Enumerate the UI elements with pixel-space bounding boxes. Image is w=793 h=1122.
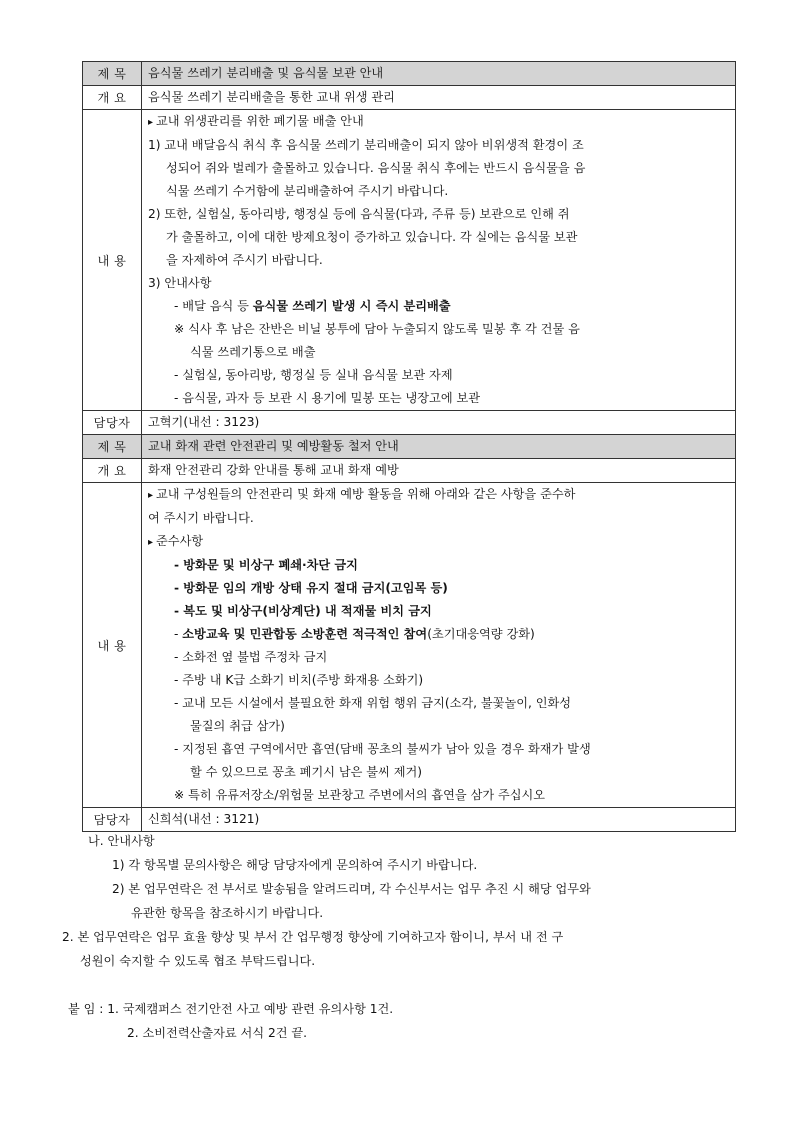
s1-line: 식물 쓰레기 수거함에 분리배출하여 주시기 바랍니다. [166, 184, 449, 198]
notice-table [82, 61, 736, 832]
s2-title-label: 제 목 [83, 435, 142, 459]
s1-line: 2) 또한, 실험실, 동아리방, 행정실 등에 음식물(다과, 주류 등) 보관으로 인해 쥐 [148, 207, 570, 221]
s2-title-row [83, 435, 736, 459]
s2-line: ※ 특히 유류저장소/위험물 보관창고 주변에서의 흡연을 삼가 주십시오 [174, 788, 546, 802]
s1-summary-row [83, 86, 736, 110]
s1-line: 을 자제하여 주시기 바랍니다. [166, 253, 323, 267]
s1-line: 가 출몰하고, 이에 대한 방제요청이 증가하고 있습니다. 각 실에는 음식물 보관 [166, 230, 578, 244]
s1-line: - 음식물, 과자 등 보관 시 용기에 밀봉 또는 냉장고에 보관 [174, 391, 481, 405]
s1-summary: 음식물 쓰레기 분리배출을 통한 교내 위생 관리 [142, 86, 736, 110]
s1-line-emphasis: 음식물 쓰레기 발생 시 즉시 분리배출 [252, 299, 451, 313]
s1-content [142, 110, 736, 411]
s2-summary: 화재 안전관리 강화 안내를 통해 교내 화재 예방 [142, 459, 736, 483]
s1-title-row [83, 62, 736, 86]
s2-line: ▸ 교내 구성원들의 안전관리 및 화재 예방 활동을 위해 아래와 같은 사항을 준수하 [148, 483, 729, 507]
s2-title: 교내 화재 관련 안전관리 및 예방활동 철저 안내 [142, 435, 736, 459]
s2-content-row [83, 483, 736, 808]
s1-line: 성되어 쥐와 벌레가 출몰하고 있습니다. 음식물 취식 후에는 반드시 음식물을 음 [166, 161, 586, 175]
s2-line: - 복도 및 비상구(비상계단) 내 적재물 비치 금지 [174, 604, 432, 618]
s1-line: 1) 교내 배달음식 취식 후 음식물 쓰레기 분리배출이 되지 않아 비위생적 환경이 조 [148, 138, 584, 152]
s1-line: 식물 쓰레기통으로 배출 [190, 345, 316, 359]
s2-line: 여 주시기 바랍니다. [148, 511, 254, 525]
s1-line: - 실험실, 동아리방, 행정실 등 실내 음식물 보관 자제 [174, 368, 453, 382]
s2-line: 할 수 있으므로 꽁초 폐기시 남은 불씨 제거) [190, 765, 423, 779]
s1-line: ▸ 교내 위생관리를 위한 폐기물 배출 안내 [148, 110, 729, 134]
s1-line [148, 295, 729, 318]
note-2: 2) 본 업무연락은 전 부서로 발송됨을 알려드리며, 각 수신부서는 업무 추진 시 해당 업무와 [112, 882, 591, 896]
s2-line: - 방화문 및 비상구 폐쇄·차단 금지 [174, 558, 358, 572]
s1-content-label: 내 용 [83, 110, 142, 411]
item-2: 2. 본 업무연락은 업무 효율 향상 및 부서 간 업무행정 향상에 기여하고자 함이니, 부서 내 전 구 [62, 930, 564, 944]
notes-heading: 나. 안내사항 [88, 834, 155, 848]
s1-title: 음식물 쓰레기 분리배출 및 음식물 보관 안내 [142, 62, 736, 86]
s2-line-part: - [174, 627, 183, 641]
item-2-cont: 성원이 숙지할 수 있도록 협조 부탁드립니다. [80, 954, 316, 968]
s1-content-row [83, 110, 736, 411]
s2-content-label: 내 용 [83, 483, 142, 808]
s1-contact-label: 담당자 [83, 411, 142, 435]
s2-content [142, 483, 736, 808]
s2-contact-label: 담당자 [83, 808, 142, 832]
s1-line: ※ 식사 후 남은 잔반은 비닐 봉투에 담아 누출되지 않도록 밀봉 후 각 건물 음 [174, 322, 580, 336]
s2-summary-label: 개 요 [83, 459, 142, 483]
s1-summary-label: 개 요 [83, 86, 142, 110]
s2-line: - 방화문 임의 개방 상태 유지 절대 금지(고임목 등) [174, 581, 448, 595]
s1-line-part: - 배달 음식 등 [174, 299, 253, 313]
s2-summary-row [83, 459, 736, 483]
s2-line: 물질의 취급 삼가) [190, 719, 285, 733]
attachment-2: 2. 소비전력산출자료 서식 2건 끝. [127, 1026, 308, 1040]
s2-line-part: (초기대응역량 강화) [427, 627, 535, 641]
s2-line: ▸ 준수사항 [148, 530, 729, 554]
attachment-1: 붙 임 : 1. 국제캠퍼스 전기안전 사고 예방 관련 유의사항 1건. [68, 1002, 394, 1016]
s2-line: - 지정된 흡연 구역에서만 흡연(담배 꽁초의 불씨가 남아 있을 경우 화재가 발생 [174, 742, 591, 756]
note-2-cont: 유관한 항목을 참조하시기 바랍니다. [131, 906, 324, 920]
s2-line: - 주방 내 K급 소화기 비치(주방 화재용 소화기) [174, 673, 424, 687]
s1-contact-row [83, 411, 736, 435]
s2-line-emphasis: 소방교육 및 민관합동 소방훈련 적극적인 참여 [182, 627, 428, 641]
s2-line: - 소화전 옆 불법 주정차 금지 [174, 650, 328, 664]
s2-contact: 신희석(내선 : 3121) [142, 808, 736, 832]
s1-contact: 고혁기(내선 : 3123) [142, 411, 736, 435]
s2-contact-row [83, 808, 736, 832]
note-1: 1) 각 항목별 문의사항은 해당 담당자에게 문의하여 주시기 바랍니다. [112, 858, 478, 872]
s2-line [148, 623, 729, 646]
s2-line: - 교내 모든 시설에서 불필요한 화재 위험 행위 금지(소각, 불꽃놀이, 인화성 [174, 696, 572, 710]
s1-line: 3) 안내사항 [148, 276, 212, 290]
s1-title-label: 제 목 [83, 62, 142, 86]
